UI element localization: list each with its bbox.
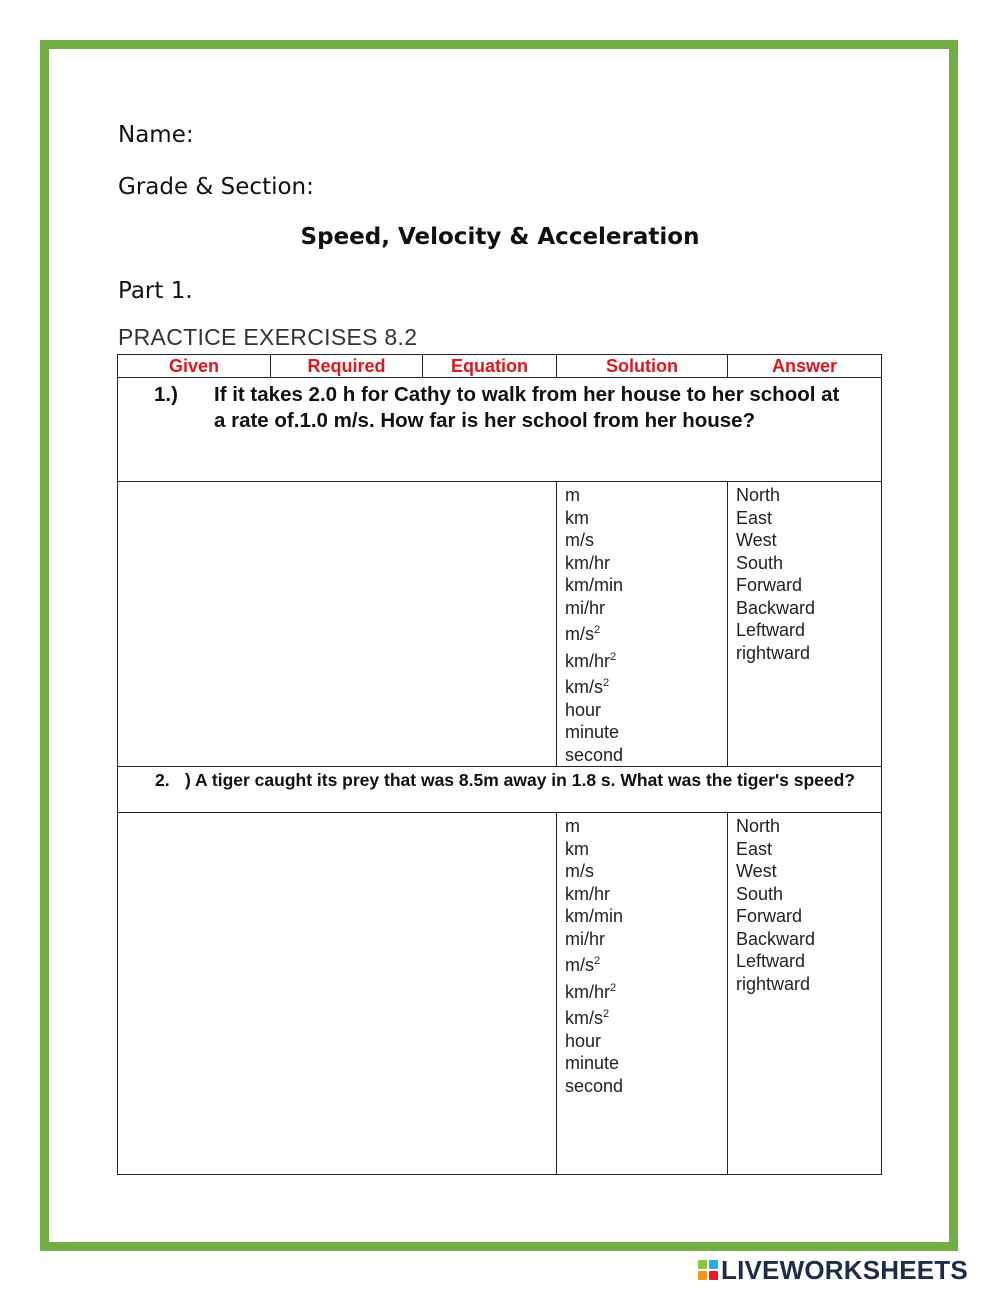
unit-option-exponent: 2 — [594, 955, 601, 967]
worksheet-title: Speed, Velocity & Acceleration — [300, 224, 700, 250]
unit-option[interactable] — [565, 928, 727, 951]
work-area[interactable] — [118, 813, 557, 1175]
unit-option[interactable] — [565, 646, 727, 673]
unit-option[interactable] — [565, 1030, 727, 1053]
unit-option-base: m/s — [565, 955, 594, 975]
grade-section-label: Grade & Section: — [118, 174, 314, 200]
question-number: 2. — [155, 770, 170, 790]
unit-option-base: second — [565, 744, 624, 765]
name-label: Name: — [118, 122, 194, 148]
unit-option-base: m/s — [565, 530, 594, 550]
practice-heading: PRACTICE EXERCISES 8.2 — [118, 324, 418, 350]
unit-option-base: km/min — [565, 575, 623, 595]
unit-option[interactable] — [565, 815, 727, 838]
direction-option[interactable]: East — [736, 838, 773, 859]
unit-option[interactable] — [565, 484, 727, 507]
direction-option[interactable]: West — [736, 861, 777, 881]
direction-choices-cell — [728, 482, 882, 767]
unit-option[interactable] — [565, 1003, 727, 1030]
logo-block — [709, 1260, 718, 1269]
unit-option-base: m — [565, 816, 580, 836]
unit-option-base: mi/hr — [565, 597, 605, 618]
unit-option[interactable] — [565, 950, 727, 977]
unit-option[interactable] — [565, 1075, 727, 1098]
brand-name: LIVEWORKSHEETS — [721, 1254, 968, 1285]
unit-option[interactable] — [565, 597, 727, 620]
direction-option[interactable]: North — [736, 485, 781, 505]
table-header-row — [118, 355, 882, 378]
unit-option-base: minute — [565, 722, 620, 742]
logo-block — [698, 1271, 707, 1280]
unit-option[interactable] — [565, 552, 727, 575]
direction-option[interactable]: East — [736, 507, 773, 528]
direction-choices-cell — [728, 813, 882, 1175]
direction-option[interactable]: North — [736, 816, 781, 836]
unit-option-base: km/s — [565, 1008, 603, 1028]
liveworksheets-logo — [698, 1256, 968, 1284]
unit-option-base: km/s — [565, 677, 603, 697]
unit-option-base: m — [565, 485, 580, 505]
unit-option-base: hour — [565, 699, 602, 720]
column-header: Required — [271, 355, 423, 378]
column-header: Equation — [423, 355, 557, 378]
unit-option[interactable] — [565, 883, 727, 906]
question-row — [118, 767, 882, 813]
unit-option[interactable] — [565, 838, 727, 861]
unit-option[interactable] — [565, 619, 727, 646]
unit-option[interactable] — [565, 721, 727, 744]
unit-option-base: km/hr — [565, 552, 610, 573]
unit-option[interactable] — [565, 699, 727, 722]
unit-option[interactable] — [565, 672, 727, 699]
unit-option-base: km/min — [565, 906, 623, 926]
exercise-table — [117, 354, 882, 1175]
direction-option[interactable]: rightward — [736, 642, 811, 663]
unit-option-base: second — [565, 1075, 624, 1096]
unit-option-exponent: 2 — [603, 1008, 610, 1020]
unit-option-base: km — [565, 507, 589, 528]
direction-option[interactable]: West — [736, 530, 777, 550]
unit-option[interactable] — [565, 977, 727, 1004]
direction-option[interactable]: Backward — [736, 928, 816, 949]
unit-option-base: minute — [565, 1053, 620, 1073]
direction-option[interactable]: South — [736, 552, 784, 573]
unit-option[interactable] — [565, 744, 727, 767]
unit-option-base: m/s — [565, 861, 594, 881]
unit-option-exponent: 2 — [594, 624, 601, 636]
direction-option[interactable]: rightward — [736, 973, 811, 994]
unit-option-base: mi/hr — [565, 928, 605, 949]
question-cell — [118, 767, 882, 813]
logo-blocks-icon — [698, 1260, 718, 1280]
unit-option[interactable] — [565, 507, 727, 530]
logo-block — [698, 1260, 707, 1269]
direction-option[interactable]: Forward — [736, 575, 803, 595]
direction-option[interactable]: Leftward — [736, 951, 806, 971]
question-text: If it takes 2.0 h for Cathy to walk from her house to her school at a rate of.1.0 m/s. How far is her school from her house? — [214, 383, 840, 432]
unit-options — [557, 482, 727, 766]
direction-option[interactable]: Backward — [736, 597, 816, 618]
direction-options — [728, 813, 881, 995]
unit-option[interactable] — [565, 529, 727, 552]
column-header: Solution — [557, 355, 728, 378]
question-text: ) A tiger caught its prey that was 8.5m away in 1.8 s. What was the tiger's speed? — [185, 770, 855, 790]
logo-block — [709, 1271, 718, 1280]
unit-option-base: km — [565, 838, 589, 859]
unit-option[interactable] — [565, 860, 727, 883]
unit-option-exponent: 2 — [603, 677, 610, 689]
unit-option[interactable] — [565, 905, 727, 928]
direction-option[interactable]: South — [736, 883, 784, 904]
direction-options — [728, 482, 881, 664]
direction-option[interactable]: Forward — [736, 906, 803, 926]
unit-choices-cell — [557, 482, 728, 767]
question-number: 1.) — [154, 383, 178, 406]
unit-option[interactable] — [565, 1052, 727, 1075]
unit-option-base: km/hr — [565, 883, 610, 904]
unit-option[interactable] — [565, 574, 727, 597]
unit-choices-cell — [557, 813, 728, 1175]
unit-option-base: m/s — [565, 624, 594, 644]
column-header: Given — [118, 355, 271, 378]
part-label: Part 1. — [118, 278, 193, 304]
unit-option-exponent: 2 — [610, 650, 617, 663]
unit-option-base: km/hr — [565, 650, 610, 671]
question-row — [118, 378, 882, 482]
work-area[interactable] — [118, 482, 557, 767]
answer-row — [118, 813, 882, 1175]
unit-options — [557, 813, 727, 1097]
unit-option-exponent: 2 — [610, 981, 617, 994]
column-header: Answer — [728, 355, 882, 378]
answer-row — [118, 482, 882, 767]
question-cell — [118, 378, 882, 482]
unit-option-base: km/hr — [565, 981, 610, 1002]
direction-option[interactable]: Leftward — [736, 620, 806, 640]
unit-option-base: hour — [565, 1030, 602, 1051]
